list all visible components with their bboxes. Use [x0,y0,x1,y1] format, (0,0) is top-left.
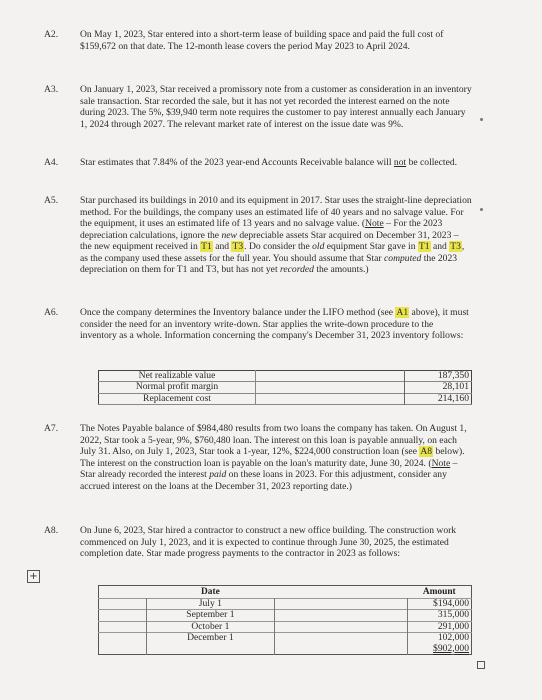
item-text: Star purchased its buildings in 2010 and its equipment in 2017. Star uses the straight-line depreciation method. For the buildings, the company uses an estimated life of 40 years and no salvage value. For the equipment, it uses an estimated life of 13 years and no salvage value. (Note – For the 2023 depreciation calculations, ignore the new depreciable assets Star acquired on December 31, 2023 – the new equipment received in T1 and T3. Do consider the old equipment Star gave in T1 and T3, as the company used these assets for the full year. You should assume that Star computed the 2023 depreciation on them for T1 and T3, but has not yet recorded the amounts.) [80,195,472,275]
table-row [99,382,472,393]
payment-amount: $194,000 [408,599,472,610]
scan-dot [480,208,483,211]
table-row [99,599,472,610]
row-value: 28,101 [404,382,471,393]
payment-total: $902,000 [408,644,472,655]
item-text: Once the company determines the Inventory balance under the LIFO method (see A1 above), it must consider the need for an inventory write-down. Star applies the write-down procedure to the inventory as a whole. Information concerning the company's December 31, 2023 inventory follows: [80,307,469,341]
item-text: The Notes Payable balance of $984,480 results from two loans the company has taken. On August 1, 2022, Star took a 5-year, 9%, $760,480 loan. The interest on this loan is payable annually, on each July 31. Also, on July 1, 2023, Star took a 1-year, 12%, $224,000 construction loan (see A8 below). The interest on the construction loan is payable on the loan's maturity date, June 30, 2024. (Note – Star already recorded the interest paid on these loans in 2023. For this adjustment, consider any accrued interest on the loans at the December 31, 2023 reporting date.) [80,423,467,492]
item-number: A3. [44,84,59,95]
item-text: On January 1, 2023, Star received a promissory note from a customer as consideration in an inventory sale transaction. Star recorded the sale, but it has not yet recorded the interest earned on the note during 2023. The 5%, $39,940 term note requires the customer to pay interest annually each January 1, 2024 through 2027. The relevant market rate of interest on the issue date was 9%. [80,84,472,130]
payment-date: December 1 [146,633,274,644]
row-label: Replacement cost [99,393,256,404]
row-value: 214,160 [404,393,471,404]
table-header-row [99,586,472,599]
date-header: Date [201,587,220,597]
row-value: 187,350 [404,371,471,382]
plus-icon[interactable]: + [27,570,40,583]
payment-amount: 291,000 [408,621,472,632]
table-row [99,633,472,644]
checkbox-icon [477,661,485,669]
item-text: On May 1, 2023, Star entered into a short-term lease of building space and paid the full cost of $159,672 on that date. The 12-month lease covers the period May 2023 to April 2024. [80,29,444,52]
item-text: Star estimates that 7.84% of the 2023 year-end Accounts Receivable balance will not be collected. [80,157,458,168]
payment-date: July 1 [146,599,274,610]
scan-dot [480,118,483,121]
item-number: A4. [44,157,59,168]
row-label: Normal profit margin [99,382,256,393]
item-number: A6. [44,307,59,318]
table-row [99,393,472,404]
payment-date: September 1 [146,610,274,621]
table-row [99,371,472,382]
amount-header: Amount [422,587,456,597]
item-number: A8. [44,525,59,536]
table-total-row [99,644,472,655]
payment-date: October 1 [146,621,274,632]
item-text: On June 6, 2023, Star hired a contractor to construct a new office building. The construction work commenced on July 1, 2023, and it is expected to continue through June 30, 2025, the estimated completion date. Star made progress payments to the contractor in 2023 as follows: [80,525,457,559]
item-number: A5. [44,195,59,206]
table-row [99,621,472,632]
table-row [99,610,472,621]
payment-amount: 315,000 [408,610,472,621]
payments-table [98,585,472,655]
item-number: A2. [44,29,59,40]
item-number: A7. [44,423,59,434]
payment-amount: 102,000 [408,633,472,644]
inventory-table [98,370,472,405]
row-label: Net realizable value [99,371,256,382]
